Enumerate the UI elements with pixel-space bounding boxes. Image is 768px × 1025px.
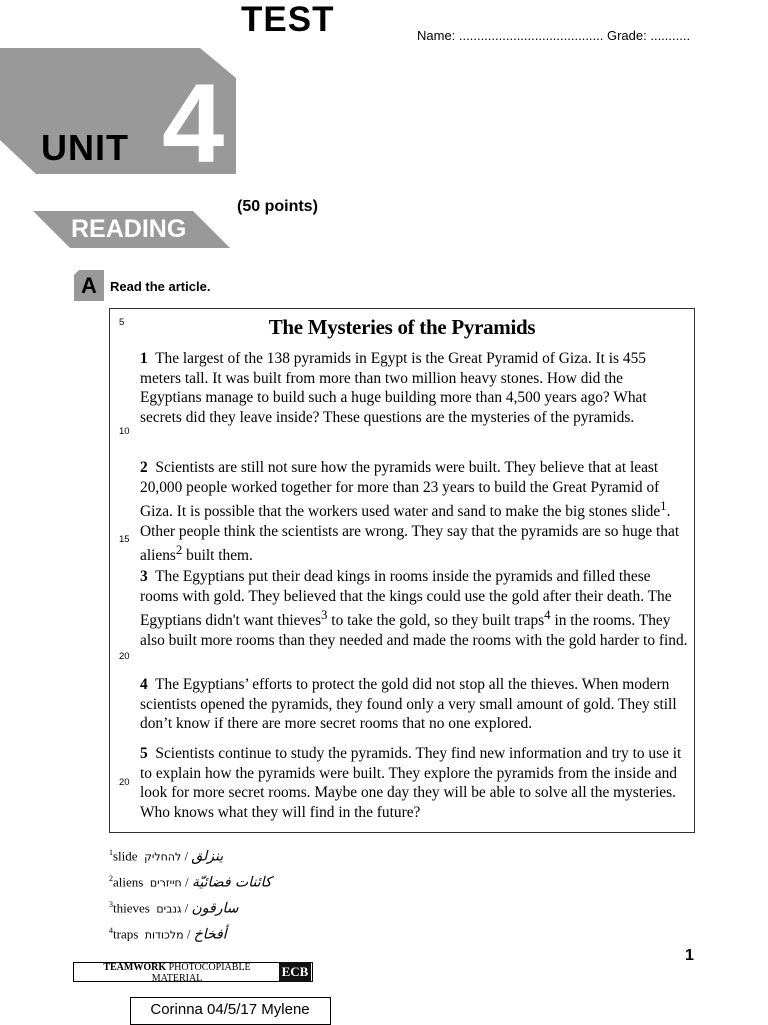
paragraph-text: to take the gold, so they built traps — [327, 612, 545, 630]
footnote-hebrew: להחליק — [144, 850, 182, 864]
paragraph-number: 2 — [140, 459, 148, 476]
footnote: $^1$slide להחליק / ينزلق — [109, 848, 224, 865]
section-title: READING — [71, 215, 187, 243]
publisher-logo: ECB — [279, 962, 311, 982]
footnote-number: 1 — [109, 848, 113, 857]
article-paragraph — [140, 458, 688, 566]
exercise-letter: A — [81, 273, 97, 298]
article-title: The Mysteries of the Pyramids — [268, 315, 536, 339]
paragraph-text: in the rooms. They also built more rooms than they needed and made the rooms with the gold harder to find. — [140, 612, 688, 649]
footnote: $^2$aliens חייזרים / كائنات فضائيّة — [109, 874, 272, 891]
line-number: 20 — [119, 651, 130, 662]
paragraph-number: 4 — [140, 676, 148, 693]
footer-text — [77, 962, 277, 984]
footnote-number: 3 — [109, 900, 113, 909]
paragraph-text: Scientists are still not sure how the pyramids were built. They believe that at least 20,000 people worked together for more than 23 years to build the Great Pyramid of Giza. It is possible that the workers used water and sand to make the big stones slide — [140, 459, 661, 521]
points-label: (50 points) — [237, 198, 318, 215]
paragraph-text: The Egyptians’ efforts to protect the gold did not stop all the thieves. When modern scientists opened the pyramids, they found only a very small amount of gold. They still don’t know if there are more secret rooms that no one explored. — [140, 676, 677, 732]
article-paragraph — [140, 744, 688, 822]
line-number: 20 — [119, 777, 130, 788]
footnote-hebrew: חייזרים — [149, 876, 182, 890]
test-title: TEST — [241, 0, 335, 39]
footnote-arabic: أفخاخ — [193, 926, 227, 943]
footnote-arabic: كائنات فضائيّة — [191, 874, 272, 891]
line-number: 15 — [119, 534, 130, 545]
paragraph-text: built them. — [182, 547, 253, 565]
footer-brand: TEAMWORK — [103, 962, 167, 973]
footnote-arabic: سارقون — [191, 900, 239, 917]
page-number: 1 — [685, 947, 694, 964]
paragraph-number: 3 — [140, 568, 148, 585]
paragraph-number: 5 — [140, 745, 148, 762]
footnote-hebrew: גנבים — [156, 902, 182, 916]
footer-note: PHOTOCOPIABLE MATERIAL — [151, 962, 251, 984]
footnote-hebrew: מלכודות — [144, 928, 184, 942]
article-paragraph — [140, 567, 688, 650]
unit-label: UNIT — [41, 127, 129, 168]
footnote-ref: 3 — [321, 608, 328, 622]
footnote: $^3$thieves גנבים / سارقون — [109, 900, 239, 917]
paragraph-text: The Egyptians put their dead kings in rooms inside the pyramids and filled these rooms with gold. They believed that the kings could use the gold after their death. The Egyptians didn't want thieves — [140, 568, 672, 630]
unit-number: 4 — [162, 61, 225, 186]
footnote-arabic: ينزلق — [191, 848, 224, 865]
line-number: 5 — [119, 317, 125, 328]
paragraph-text: . Other people think the scientists are wrong. They say that the pyramids are so huge that aliens — [140, 503, 680, 565]
footnote-word: traps — [113, 926, 139, 942]
article-paragraph — [140, 675, 688, 734]
exercise-instruction: Read the article. — [110, 279, 211, 294]
footnote-number: 4 — [109, 926, 113, 935]
footnote-word: thieves — [113, 900, 150, 916]
footnote-word: slide — [113, 848, 138, 864]
footnote-ref: 2 — [175, 543, 183, 558]
paragraph-text: The largest of the 138 pyramids in Egypt is the Great Pyramid of Giza. It is 455 meters tall. It was built from more than two million heavy stones. How did the Egyptians manage to build such a huge building more than 4,500 years ago? What secrets did they leave inside? These questions are the mysteries of the pyramids. — [140, 350, 647, 426]
signature-text: Corinna 04/5/17 Mylene — [150, 1001, 310, 1018]
paragraph-number: 1 — [140, 350, 148, 367]
paragraph-text: Scientists continue to study the pyramids. They find new information and try to use it to explain how the pyramids were built. They explore the pyramids from the inside and look for more secret rooms. Maybe one day they will be able to solve all the mysteries. Who knows what they will find in the future? — [140, 745, 682, 821]
footnote: $^4$traps מלכודות / أفخاخ — [109, 926, 227, 943]
footnote-number: 2 — [109, 874, 113, 883]
name-grade-line: Name: ........................................ Grade: ........... — [417, 28, 691, 43]
footnote-ref: 1 — [660, 499, 667, 513]
footnote-ref: 4 — [544, 608, 551, 622]
footnote-word: aliens — [113, 874, 144, 890]
line-number: 10 — [119, 426, 130, 437]
article-paragraph — [140, 349, 688, 427]
